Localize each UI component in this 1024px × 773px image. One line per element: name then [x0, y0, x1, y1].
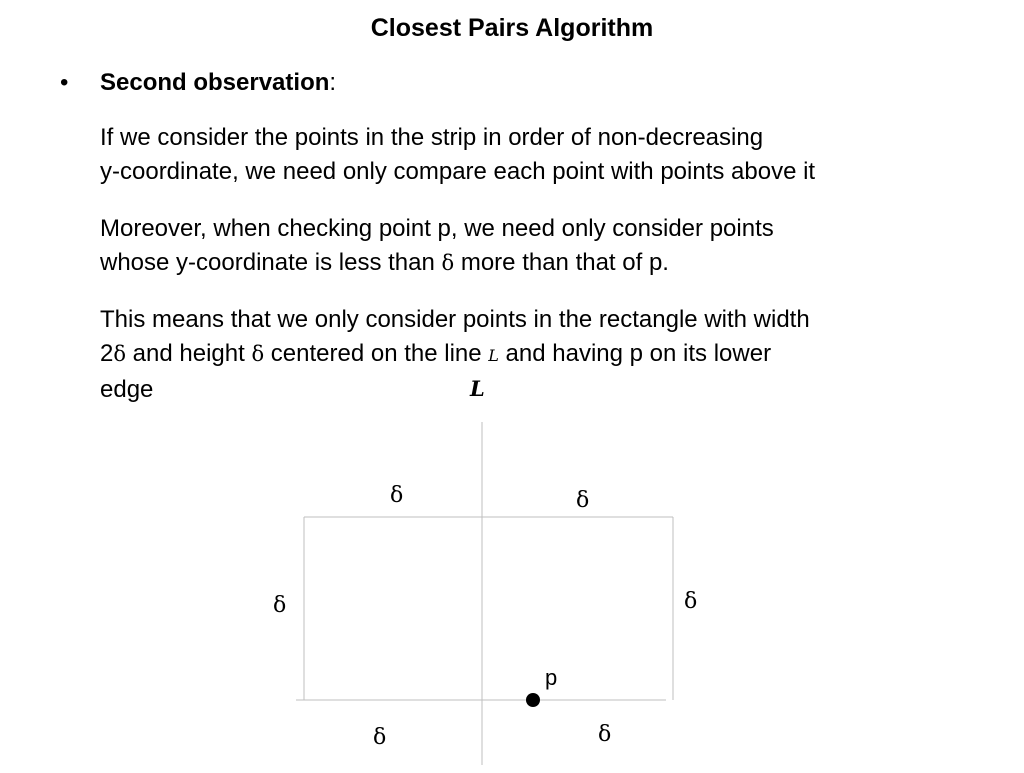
paragraph-1-line-1: If we consider the points in the strip in order of non-decreasing — [100, 124, 764, 151]
delta-symbol: δ — [113, 342, 127, 366]
line-l-symbol: L — [488, 346, 499, 365]
delta-label-top-right: δ — [576, 488, 590, 513]
paragraph-2 — [100, 212, 980, 280]
delta-symbol: δ — [251, 342, 265, 366]
delta-label-bottom-right: δ — [598, 722, 612, 747]
paragraph-3-line-3: edge — [100, 376, 154, 403]
paragraph-2-text-b: more than that of p. — [454, 249, 669, 276]
delta-label-left: δ — [273, 593, 287, 618]
paragraph-1-line-2: y-coordinate, we need only compare each point with points above it — [100, 158, 816, 185]
delta-label-right: δ — [684, 589, 698, 614]
delta-symbol: δ — [441, 251, 455, 275]
paragraph-3-line-2 — [100, 337, 980, 373]
paragraph-1 — [100, 121, 980, 189]
bullet-marker: • — [60, 69, 69, 96]
paragraph-2-text-a: whose y-coordinate is less than — [100, 249, 442, 276]
paragraph-3-text-d: and having p on its lower — [498, 340, 772, 367]
paragraph-3-line-1: This means that we only consider points in the rectangle with width — [100, 306, 810, 333]
slide-title: Closest Pairs Algorithm — [370, 14, 654, 42]
paragraph-2-line-2 — [100, 246, 980, 280]
paragraph-2-line-1: Moreover, when checking point p, we need only consider points — [100, 215, 774, 242]
delta-label-bottom-left: δ — [373, 725, 387, 750]
line-l-label: L — [470, 376, 485, 401]
point-p-marker — [526, 693, 540, 707]
bullet-colon: : — [329, 69, 337, 96]
paragraph-3-text-a: 2 — [100, 340, 114, 367]
paragraph-3-text-b: and height — [126, 340, 252, 367]
paragraph-3-text-c: centered on the line — [264, 340, 489, 367]
point-p-label: p — [545, 665, 558, 690]
bullet-heading-bold: Second observation — [100, 69, 330, 96]
delta-label-top-left: δ — [390, 483, 404, 508]
bullet-heading — [100, 67, 336, 99]
paragraph-3 — [100, 303, 980, 407]
